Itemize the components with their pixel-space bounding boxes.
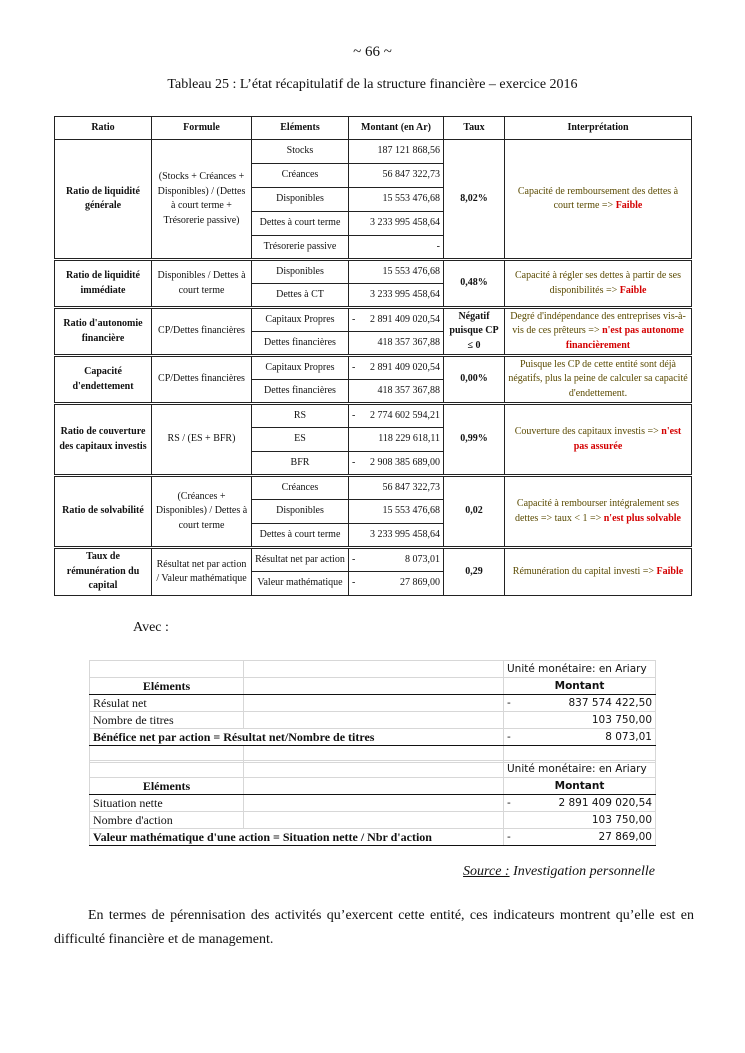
montant-header: Montant bbox=[504, 778, 656, 795]
interpretation-verdict: n'est pas autonome financièrement bbox=[565, 325, 684, 351]
interpretation-text: Rémunération du capital investi => bbox=[512, 565, 657, 577]
amount-value: 15 553 476,68 bbox=[382, 193, 440, 205]
amount-value: 418 357 367,88 bbox=[377, 384, 440, 396]
row-label: Nombre d'action bbox=[90, 812, 244, 829]
row-label: Nombre de titres bbox=[90, 712, 244, 729]
interpretation-text: Capacité à rembourser intégralement ses dettes => taux < 1 => bbox=[515, 498, 680, 524]
bnpa-table bbox=[89, 660, 656, 763]
row-sign: - bbox=[507, 797, 511, 809]
amount-cell bbox=[349, 236, 444, 260]
element-name: Stocks bbox=[252, 140, 349, 164]
rate-value: 8,02% bbox=[444, 140, 505, 260]
row-label: Résulat net bbox=[90, 695, 244, 712]
amount-sign bbox=[352, 240, 362, 255]
rate-value: 0,02 bbox=[444, 476, 505, 548]
rate-value: 0,99% bbox=[444, 404, 505, 476]
amount-cell bbox=[349, 356, 444, 380]
amount-value: 8 073,01 bbox=[405, 553, 440, 565]
table-row bbox=[90, 695, 656, 712]
amount-sign bbox=[352, 336, 362, 351]
amount-cell bbox=[349, 164, 444, 188]
page-number: ~ 66 ~ bbox=[353, 44, 392, 60]
interpretation-verdict: n'est pas assurée bbox=[573, 426, 682, 452]
element-name: Résultat net par action bbox=[252, 548, 349, 572]
table-row bbox=[55, 308, 692, 332]
element-name: Capitaux Propres bbox=[252, 308, 349, 332]
interpretation bbox=[505, 476, 692, 548]
source-text: Investigation personnelle bbox=[509, 864, 655, 879]
header-montant: Montant (en Ar) bbox=[349, 117, 444, 140]
row-label: Situation nette bbox=[90, 795, 244, 812]
amount-cell bbox=[349, 260, 444, 284]
ratio-formula: (Créances + Disponibles) / Dettes à court terme bbox=[152, 476, 252, 548]
table-row bbox=[90, 712, 656, 729]
element-name: Disponibles bbox=[252, 188, 349, 212]
amount-cell bbox=[349, 452, 444, 476]
element-name: Dettes à court terme bbox=[252, 212, 349, 236]
row-value: 103 750,00 bbox=[591, 714, 652, 726]
amount-sign bbox=[352, 384, 362, 399]
amount-sign: - bbox=[352, 577, 356, 589]
amount-cell bbox=[349, 284, 444, 308]
ratio-name: Ratio d'autonomie financière bbox=[55, 308, 152, 356]
amount-value: 2 774 602 594,21 bbox=[370, 409, 440, 421]
table-header-row bbox=[55, 117, 692, 140]
element-name: Dettes à CT bbox=[252, 284, 349, 308]
amount-sign bbox=[352, 504, 362, 519]
ratio-formula: Résultat net par action / Valeur mathématique bbox=[152, 548, 252, 596]
element-name: Dettes à court terme bbox=[252, 524, 349, 548]
elements-header: Eléments bbox=[90, 678, 244, 695]
table-row bbox=[55, 404, 692, 428]
amount-cell bbox=[349, 524, 444, 548]
elements-header: Eléments bbox=[90, 778, 244, 795]
header-formule: Formule bbox=[152, 117, 252, 140]
amount-sign bbox=[352, 481, 362, 496]
table-row bbox=[55, 140, 692, 164]
ratio-name: Ratio de couverture des capitaux investis bbox=[55, 404, 152, 476]
ratio-formula: (Stocks + Créances + Disponibles) / (Dettes à court terme + Trésorerie passive) bbox=[152, 140, 252, 260]
row-sign: - bbox=[507, 697, 511, 709]
element-name: Dettes financières bbox=[252, 380, 349, 404]
amount-sign bbox=[352, 216, 362, 231]
element-name: Valeur mathématique bbox=[252, 572, 349, 596]
amount-cell bbox=[349, 332, 444, 356]
amount-cell bbox=[349, 476, 444, 500]
amount-cell bbox=[349, 380, 444, 404]
header-elements: Eléments bbox=[252, 117, 349, 140]
amount-sign bbox=[352, 432, 362, 447]
interpretation-text: Couverture des capitaux investis => bbox=[514, 426, 662, 437]
amount-value: 15 553 476,68 bbox=[382, 265, 440, 277]
header-ratio: Ratio bbox=[55, 117, 152, 140]
amount-sign bbox=[352, 192, 362, 207]
unit-label: Unité monétaire: en Ariary bbox=[504, 661, 656, 678]
amount-value: 3 233 995 458,64 bbox=[370, 528, 440, 540]
total-sign: - bbox=[507, 731, 511, 743]
amount-cell bbox=[349, 212, 444, 236]
table-caption: Tableau 25 : L’état récapitulatif de la structure financière – exercice 2016 bbox=[167, 77, 578, 92]
element-name: Dettes financières bbox=[252, 332, 349, 356]
amount-sign bbox=[352, 168, 362, 183]
total-value: 8 073,01 bbox=[605, 731, 652, 743]
interpretation-text: Degré d'indépendance des entreprises vis-à-vis de ces prêteurs => bbox=[510, 310, 686, 337]
element-name: Créances bbox=[252, 476, 349, 500]
total-label: Bénéfice net par action = Résultat net/Nombre de titres bbox=[90, 729, 504, 746]
amount-sign: - bbox=[352, 361, 356, 373]
total-value: 27 869,00 bbox=[598, 831, 652, 843]
ratio-formula: CP/Dettes financières bbox=[152, 308, 252, 356]
amount-value: 3 233 995 458,64 bbox=[370, 217, 440, 229]
table-row bbox=[55, 548, 692, 572]
interpretation bbox=[505, 356, 692, 404]
amount-sign: - bbox=[352, 456, 356, 468]
amount-cell bbox=[349, 548, 444, 572]
element-name: Trésorerie passive bbox=[252, 236, 349, 260]
unit-label: Unité monétaire: en Ariary bbox=[504, 761, 656, 778]
amount-cell bbox=[349, 188, 444, 212]
element-name: Disponibles bbox=[252, 500, 349, 524]
amount-value: 187 121 868,56 bbox=[377, 145, 440, 157]
interpretation-text: Capacité de remboursement des dettes à court terme => bbox=[517, 185, 679, 211]
amount-sign: - bbox=[352, 553, 356, 565]
table-row bbox=[55, 260, 692, 284]
amount-sign bbox=[352, 144, 362, 159]
amount-cell bbox=[349, 428, 444, 452]
element-name: Capitaux Propres bbox=[252, 356, 349, 380]
table-row bbox=[90, 812, 656, 829]
amount-cell bbox=[349, 404, 444, 428]
amount-sign: - bbox=[352, 409, 356, 421]
rate-value: 0,29 bbox=[444, 548, 505, 596]
interpretation bbox=[505, 140, 692, 260]
row-sign bbox=[507, 714, 517, 726]
rate-value: 0,00% bbox=[444, 356, 505, 404]
interpretation bbox=[505, 308, 692, 356]
row-value: 2 891 409 020,54 bbox=[558, 797, 652, 809]
element-name: Créances bbox=[252, 164, 349, 188]
amount-sign bbox=[352, 288, 362, 303]
header-taux: Taux bbox=[444, 117, 505, 140]
element-name: BFR bbox=[252, 452, 349, 476]
interpretation bbox=[505, 260, 692, 308]
ratio-formula: Disponibles / Dettes à court terme bbox=[152, 260, 252, 308]
total-row bbox=[90, 729, 656, 746]
interpretation-verdict: Faible bbox=[619, 284, 647, 296]
amount-value: 56 847 322,73 bbox=[382, 169, 440, 181]
ratio-name: Ratio de liquidité générale bbox=[55, 140, 152, 260]
amount-value: 418 357 367,88 bbox=[377, 336, 440, 348]
amount-value: 15 553 476,68 bbox=[382, 505, 440, 517]
rate-value: Négatif puisque CP ≤ 0 bbox=[444, 308, 505, 356]
ratio-name: Capacité d'endettement bbox=[55, 356, 152, 404]
amount-value: 2 891 409 020,54 bbox=[370, 361, 440, 373]
conclusion-paragraph: En termes de pérennisation des activités qu’exercent cette entité, ces indicateurs montrent qu’elle est en difficulté financière et de management. bbox=[54, 908, 694, 947]
header-interpretation: Interprétation bbox=[505, 117, 692, 140]
interpretation bbox=[505, 548, 692, 596]
source-label: Source : bbox=[463, 864, 510, 879]
row-sign bbox=[507, 814, 517, 826]
amount-value: 2 891 409 020,54 bbox=[370, 313, 440, 325]
amount-value: 2 908 385 689,00 bbox=[370, 456, 440, 468]
interpretation-verdict: Faible bbox=[615, 200, 643, 211]
element-name: Disponibles bbox=[252, 260, 349, 284]
amount-cell bbox=[349, 500, 444, 524]
ratio-name: Ratio de solvabilité bbox=[55, 476, 152, 548]
amount-cell bbox=[349, 140, 444, 164]
total-label: Valeur mathématique d'une action = Situation nette / Nbr d'action bbox=[90, 829, 504, 846]
ratio-name: Ratio de liquidité immédiate bbox=[55, 260, 152, 308]
rate-value: 0,48% bbox=[444, 260, 505, 308]
row-value: 103 750,00 bbox=[591, 814, 652, 826]
interpretation-text: Puisque les CP de cette entité sont déjà négatifs, plus la peine de calculer sa capacité d'endettement. bbox=[508, 358, 688, 399]
amount-value: 118 229 618,11 bbox=[378, 433, 440, 445]
table-row bbox=[55, 356, 692, 380]
amount-sign bbox=[352, 528, 362, 543]
interpretation bbox=[505, 404, 692, 476]
element-name: RS bbox=[252, 404, 349, 428]
row-value: 837 574 422,50 bbox=[568, 697, 652, 709]
source-note bbox=[0, 864, 655, 880]
avec-label: Avec : bbox=[133, 620, 169, 635]
interpretation-verdict: Faible bbox=[656, 565, 684, 577]
amount-value: - bbox=[436, 240, 440, 252]
amount-value: 3 233 995 458,64 bbox=[370, 288, 440, 300]
interpretation-verdict: n'est plus solvable bbox=[603, 512, 681, 524]
table-row bbox=[90, 795, 656, 812]
table-row bbox=[55, 476, 692, 500]
montant-header: Montant bbox=[504, 678, 656, 695]
amount-value: 27 869,00 bbox=[400, 577, 440, 589]
valeur-math-table bbox=[89, 760, 656, 846]
ratio-formula: CP/Dettes financières bbox=[152, 356, 252, 404]
ratio-formula: RS / (ES + BFR) bbox=[152, 404, 252, 476]
ratio-summary-table bbox=[54, 116, 692, 596]
amount-sign: - bbox=[352, 313, 356, 325]
interpretation-text: Capacité à régler ses dettes à partir de ses disponibilités => bbox=[514, 270, 682, 296]
element-name: ES bbox=[252, 428, 349, 452]
total-row bbox=[90, 829, 656, 846]
amount-cell bbox=[349, 572, 444, 596]
amount-cell bbox=[349, 308, 444, 332]
ratio-name: Taux de rémunération du capital bbox=[55, 548, 152, 596]
amount-value: 56 847 322,73 bbox=[382, 481, 440, 493]
total-sign: - bbox=[507, 831, 511, 843]
amount-sign bbox=[352, 265, 362, 280]
